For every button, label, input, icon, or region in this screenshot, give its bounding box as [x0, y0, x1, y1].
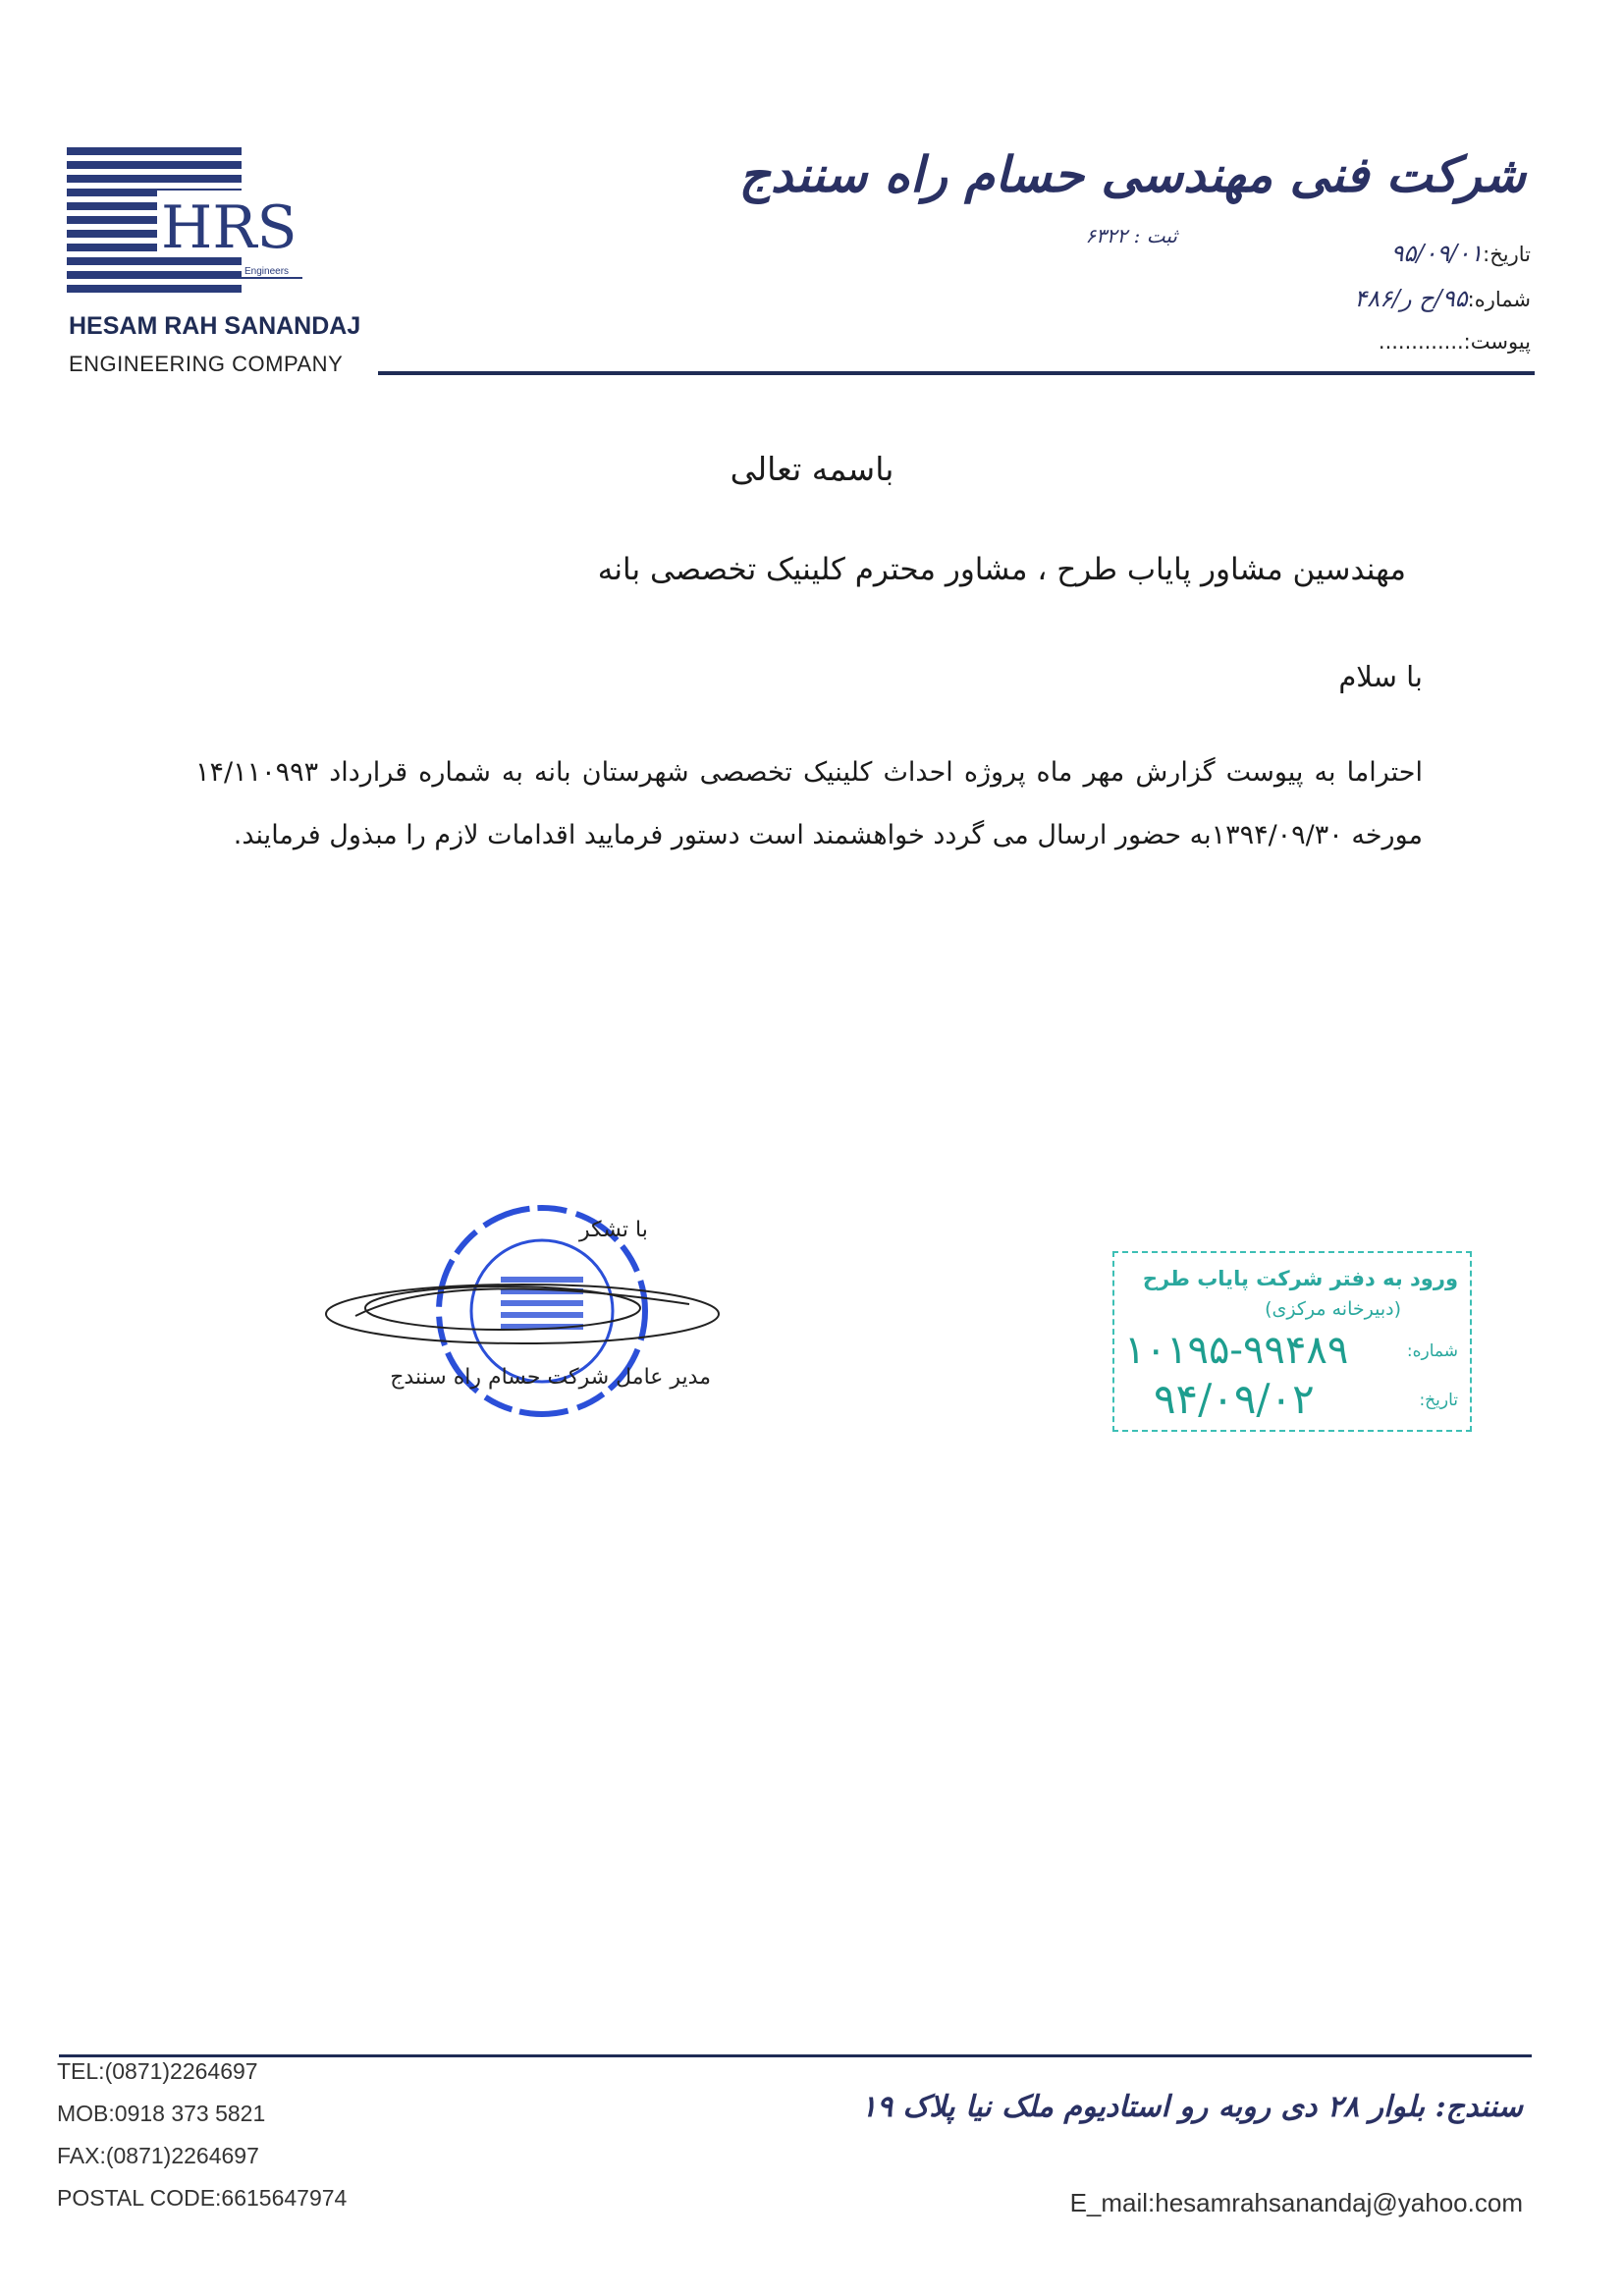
hrs-logo-icon: [67, 147, 302, 302]
attachment-value: .............: [1378, 330, 1464, 354]
received-date-value: ۹۴/۰۹/۰۲: [1154, 1375, 1315, 1423]
number-label: شماره:: [1467, 288, 1531, 311]
company-type-en: ENGINEERING COMPANY: [69, 352, 344, 376]
signature-thanks: با تشکر: [579, 1218, 648, 1242]
received-number-value: ۱۰۱۹۵-۹۹۴۸۹: [1124, 1328, 1349, 1373]
received-stamp-subtitle: (دبیرخانه مرکزی): [1265, 1298, 1401, 1320]
footer-tel: TEL:(0871)2264697: [57, 2058, 258, 2084]
footer-mobile: MOB:0918 373 5821: [57, 2101, 266, 2126]
date-value: ۹۵/۰۹/۰۱: [1390, 240, 1484, 267]
company-name-fa: شرکت فنی مهندسی حسام راه سنندج: [738, 145, 1526, 203]
date-line: [1391, 240, 1531, 267]
received-stamp: [1112, 1251, 1472, 1432]
company-name-en: HESAM RAH SANANDAJ: [69, 312, 361, 340]
footer-email: E_mail:hesamrahsanandaj@yahoo.com: [1069, 2188, 1523, 2217]
salutation: باسمه تعالی: [730, 450, 894, 488]
received-stamp-title: ورود به دفتر شرکت پایاب طرح: [1142, 1267, 1458, 1290]
attachment-label: پیوست:: [1463, 330, 1531, 354]
number-line: [1354, 285, 1531, 312]
recipient: مهندسین مشاور پایاب طرح ، مشاور محترم کلینیک تخصصی بانه: [597, 552, 1406, 587]
footer-address: سنندج: بلوار ۲۸ دی روبه رو استادیوم ملک نیا پلاک ۱۹: [860, 2090, 1523, 2124]
greeting: با سلام: [1338, 660, 1423, 693]
received-date-label: تاریخ:: [1419, 1391, 1458, 1410]
company-seal: [316, 1188, 758, 1444]
received-number-label: شماره:: [1406, 1341, 1458, 1361]
footer-fax: FAX:(0871)2264697: [57, 2143, 259, 2168]
svg-text:Engineers: Engineers: [244, 266, 290, 277]
date-label: تاریخ:: [1483, 243, 1531, 266]
footer-postal-code: POSTAL CODE:6615647974: [57, 2185, 348, 2211]
body-paragraph: احتراما به پیوست گزارش مهر ماه پروژه احداث کلینیک تخصصی شهرستان بانه به شماره قرارداد ۱۴/۱۱۰۹۹۳ مورخه ۱۳۹۴/۰۹/۳۰به حضور ارسال می گردد خواهشمند است دستور فرمایید اقدامات لازم را مبذول فرمایند.: [195, 757, 1423, 850]
registration-number: ثبت : ۶۳۲۲: [1085, 224, 1177, 247]
company-logo: [67, 147, 302, 302]
attachment-line: [1379, 330, 1531, 354]
svg-text:HRS: HRS: [161, 193, 298, 262]
signature-title: مدیر عامل شرکت حسام راه سنندج: [390, 1365, 711, 1390]
footer-divider: [59, 2054, 1532, 2057]
number-value: ۹۵/ح ر/۴۸۶: [1354, 285, 1468, 312]
seal-icon: [316, 1188, 758, 1444]
header-divider: [378, 371, 1535, 375]
